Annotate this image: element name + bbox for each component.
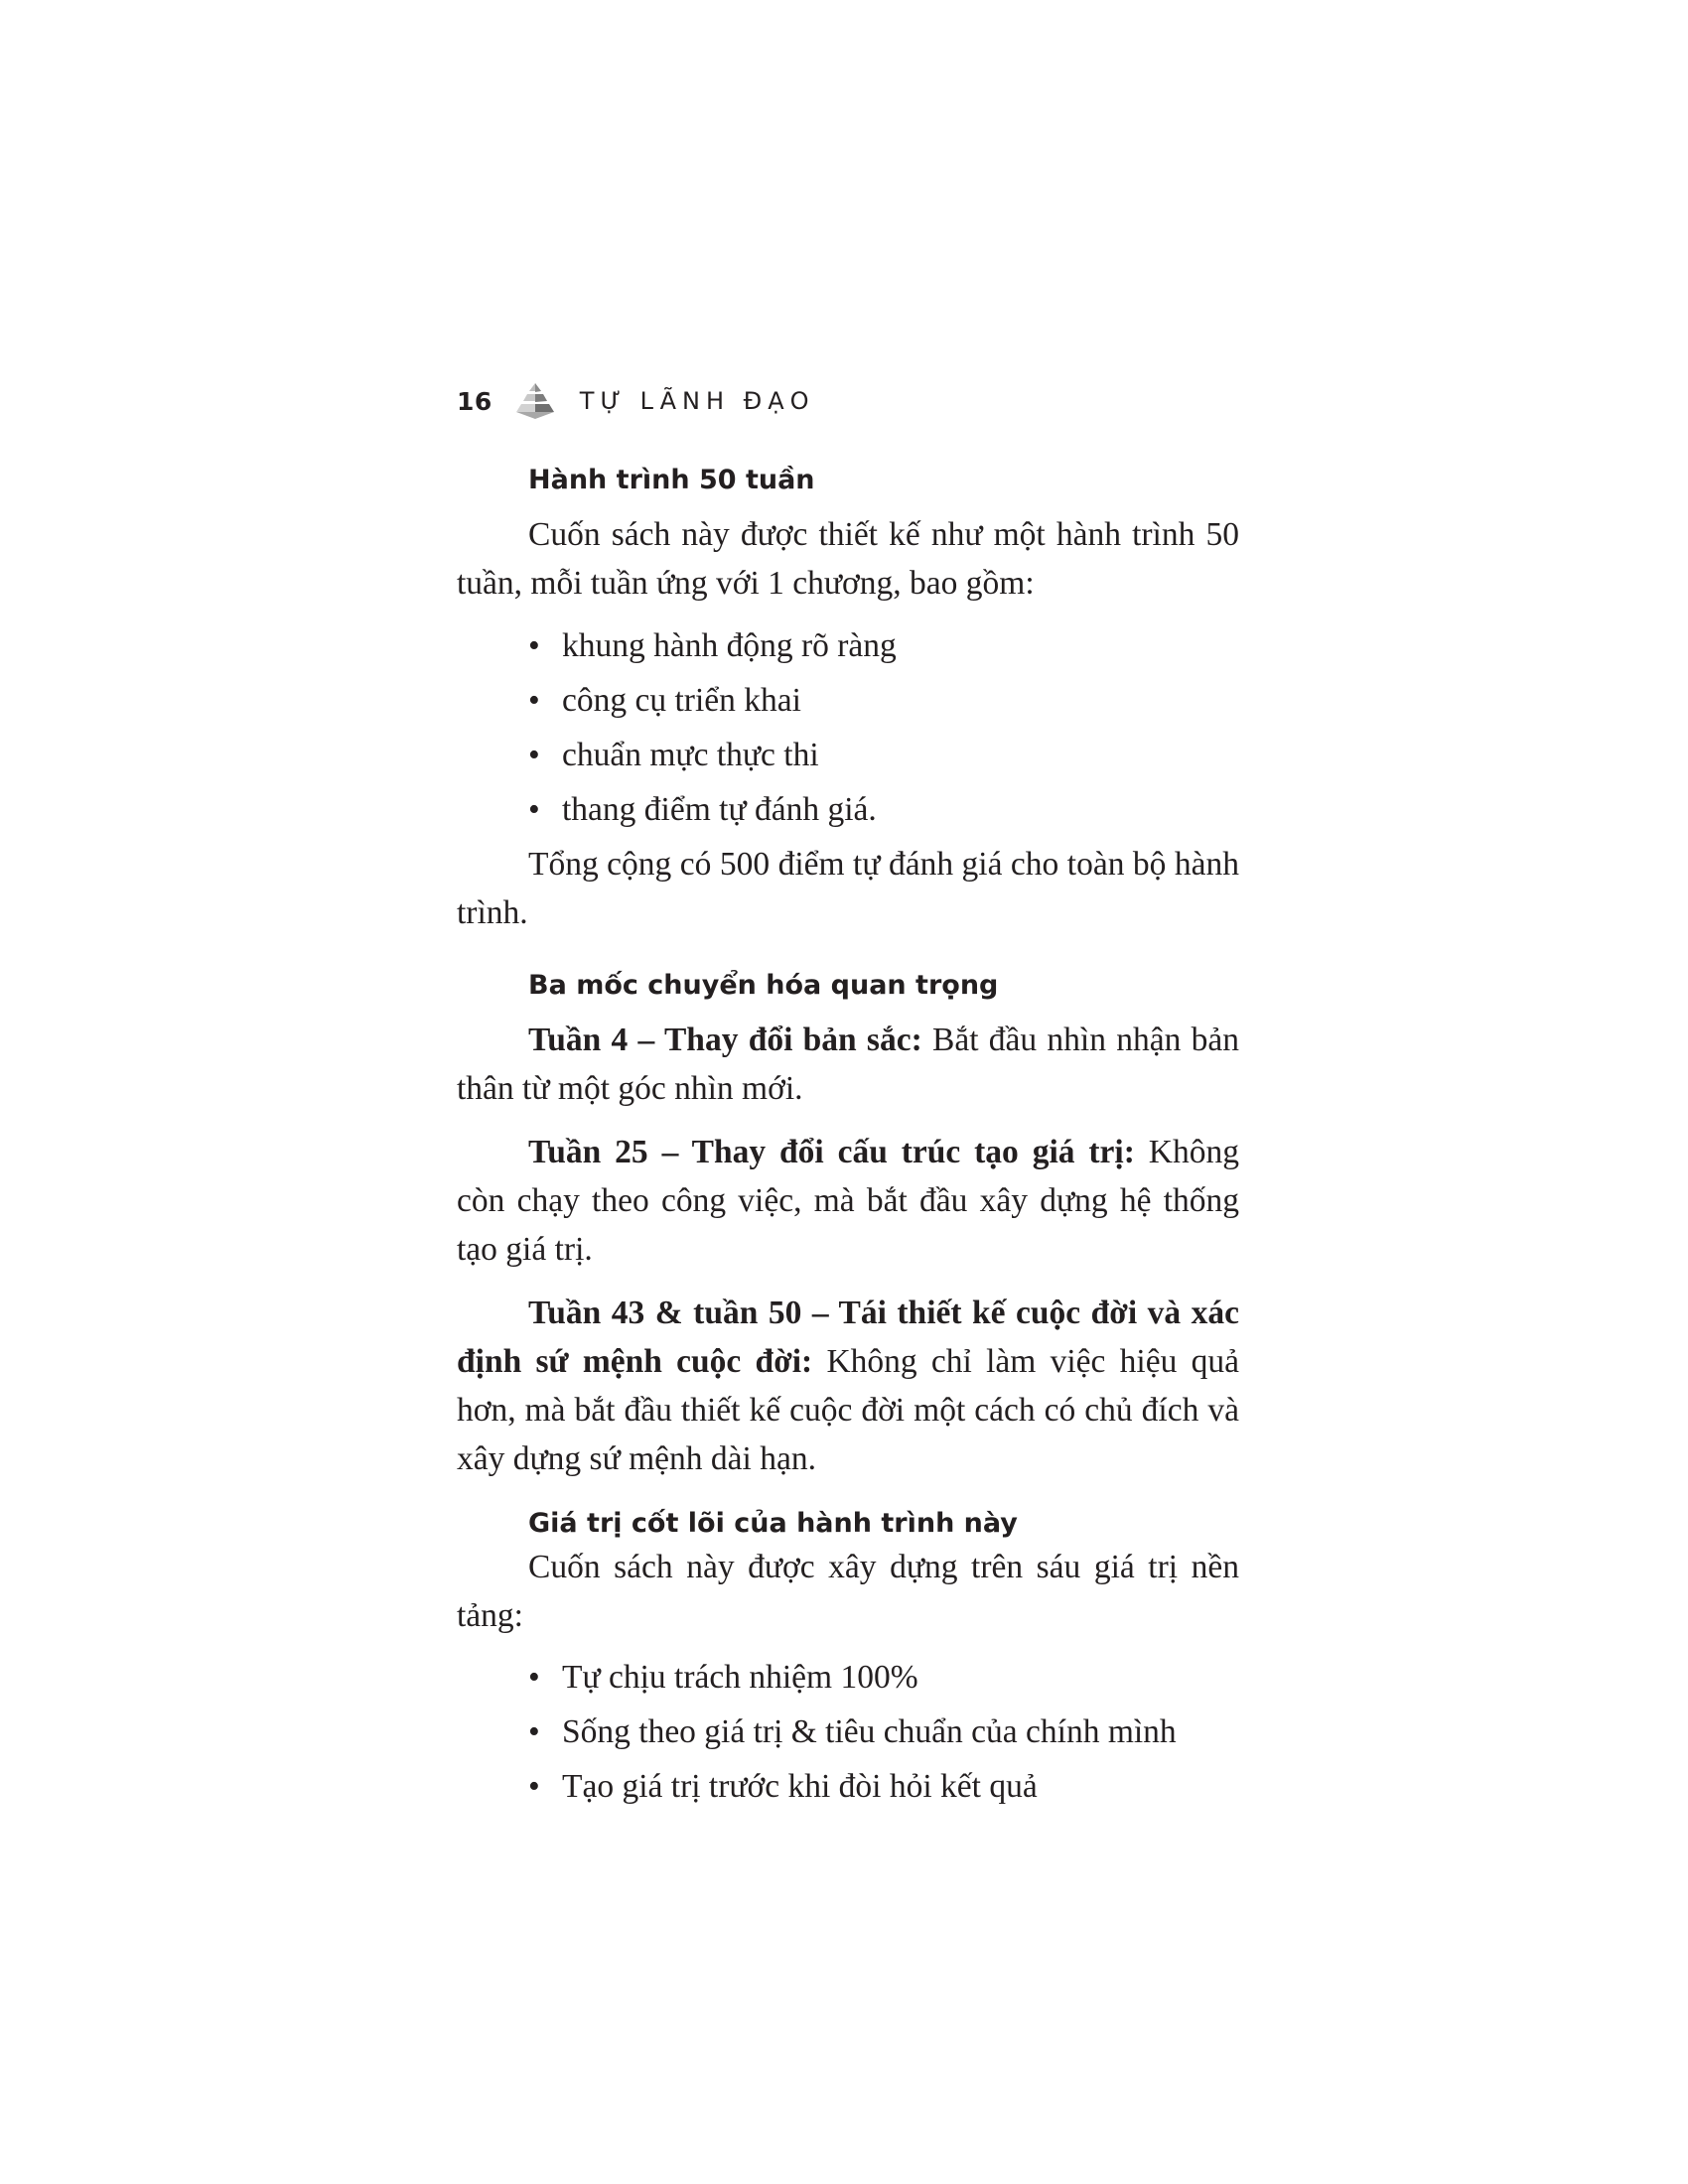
milestone-paragraph — [457, 1289, 1239, 1483]
list-item: • khung hành động rõ ràng — [457, 621, 1239, 670]
list-item: • Tự chịu trách nhiệm 100% — [457, 1653, 1239, 1702]
section-heading: Ba mốc chuyển hóa quan trọng — [528, 970, 999, 1001]
list-item: • Sống theo giá trị & tiêu chuẩn của chính mình — [457, 1707, 1239, 1756]
book-title: TỰ LÃNH ĐẠO — [579, 387, 815, 415]
bullet-icon: • — [528, 737, 540, 773]
section-heading: Giá trị cốt lõi của hành trình này — [528, 1508, 1018, 1539]
page-body — [457, 462, 1239, 1817]
bullet-icon: • — [528, 1659, 540, 1696]
bullet-icon: • — [528, 1768, 540, 1805]
paragraph: Cuốn sách này được xây dựng trên sáu giá trị nền tảng: — [457, 1549, 1239, 1634]
paragraph: Cuốn sách này được thiết kế như một hành trình 50 tuần, mỗi tuần ứng với 1 chương, bao gồm: — [457, 516, 1239, 602]
running-header — [457, 373, 815, 429]
milestone-title: Tuần 25 – Thay đổi cấu trúc tạo giá trị: — [528, 1134, 1135, 1170]
milestone-paragraph — [457, 1128, 1239, 1274]
bullet-list — [457, 1653, 1239, 1811]
milestone-title: Tuần 43 & tuần 50 – Tái thiết kế cuộc đời và xác định sứ mệnh cuộc đời: — [457, 1295, 1239, 1380]
milestone-text: Không còn chạy theo công việc, mà bắt đầu xây dựng hệ thống tạo giá trị. — [457, 1134, 1239, 1268]
bullet-icon: • — [528, 682, 540, 719]
bullet-list — [457, 621, 1239, 834]
bullet-icon: • — [528, 791, 540, 828]
bullet-icon: • — [528, 627, 540, 664]
section-heading: Hành trình 50 tuần — [528, 465, 815, 495]
list-item: • công cụ triển khai — [457, 676, 1239, 725]
pyramid-icon — [514, 381, 556, 421]
milestone-text: Bắt đầu nhìn nhận bản thân từ một góc nhìn mới. — [457, 1022, 1239, 1107]
milestone-title: Tuần 4 – Thay đổi bản sắc: — [528, 1022, 922, 1058]
page-number: 16 — [457, 386, 492, 416]
paragraph: Tổng cộng có 500 điểm tự đánh giá cho toàn bộ hành trình. — [457, 846, 1239, 931]
list-item: • Tạo giá trị trước khi đòi hỏi kết quả — [457, 1762, 1239, 1811]
bullet-icon: • — [528, 1713, 540, 1750]
list-item: • thang điểm tự đánh giá. — [457, 785, 1239, 834]
list-item: • chuẩn mực thực thi — [457, 731, 1239, 779]
milestone-text: Không chỉ làm việc hiệu quả hơn, mà bắt đầu thiết kế cuộc đời một cách có chủ đích và xây dựng sứ mệnh dài hạn. — [457, 1343, 1239, 1477]
milestone-paragraph — [457, 1016, 1239, 1113]
